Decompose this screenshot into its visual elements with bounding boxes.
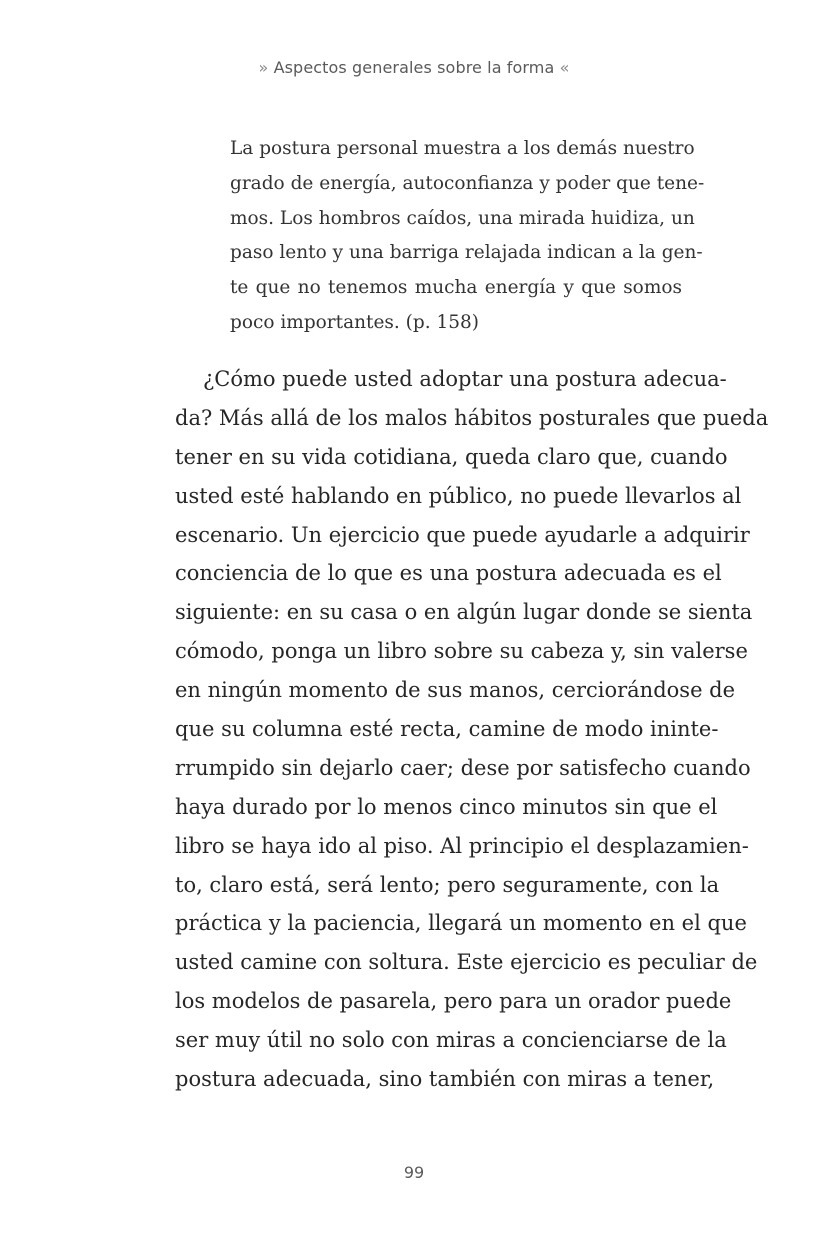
body-line: práctica y la paciencia, llegará un momento en el que [175,911,747,936]
body-line: los modelos de pasarela, pero para un orador puede [175,989,732,1014]
body-line: haya durado por lo menos cinco minutos sin que el [175,794,718,819]
body-line: usted esté hablando en público, no puede llevarlos al [175,483,742,508]
body-paragraph [175,360,769,1099]
running-head-open-mark: » [258,58,269,77]
body-line: tener en su vida cotidiana, queda claro que, cuando [175,444,728,469]
body-line: libro se haya ido al piso. Al principio el desplazamien- [175,833,749,858]
page-number: 99 [403,1163,425,1182]
body-line: rrumpido sin dejarlo caer; dese por satisfecho cuando [175,755,751,780]
body-line: escenario. Un ejercicio que puede ayudarle a adquirir [175,522,750,547]
running-head-title: Aspectos generales sobre la forma [273,58,555,77]
body-line: conciencia de lo que es una postura adecuada es el [175,561,722,586]
body-line: da? Más allá de los malos hábitos posturales que pueda [175,405,769,430]
body-line: usted camine con soltura. Este ejercicio es peculiar de [175,950,758,975]
quote-line: te que no tenemos mucha energía y que somos [230,277,682,299]
running-head-close-mark: « [559,58,570,77]
block-quote [230,132,705,341]
body-line: cómodo, ponga un libro sobre su cabeza y, sin valerse [175,639,748,664]
quote-line: paso lento y una barriga relajada indican a la gen- [230,242,703,264]
body-line: ser muy útil no solo con miras a concienciarse de la [175,1028,727,1053]
quote-line: grado de energía, autoconfianza y poder que tene- [230,172,705,194]
quote-line: poco importantes. (p. 158) [230,311,480,333]
body-line: ¿Cómo puede usted adoptar una postura adecua- [203,367,727,391]
body-line: siguiente: en su casa o en algún lugar donde se sienta [175,600,753,625]
quote-line: La postura personal muestra a los demás nuestro [230,138,695,159]
body-line: en ningún momento de sus manos, cerciorándose de [175,678,736,703]
body-line: que su columna esté recta, camine de modo ininte- [175,717,719,742]
body-line: to, claro está, será lento; pero seguramente, con la [175,872,720,897]
quote-line: mos. Los hombros caídos, una mirada huidiza, un [230,207,695,229]
body-line: postura adecuada, sino también con miras a tener, [175,1067,715,1092]
running-head [0,58,828,77]
